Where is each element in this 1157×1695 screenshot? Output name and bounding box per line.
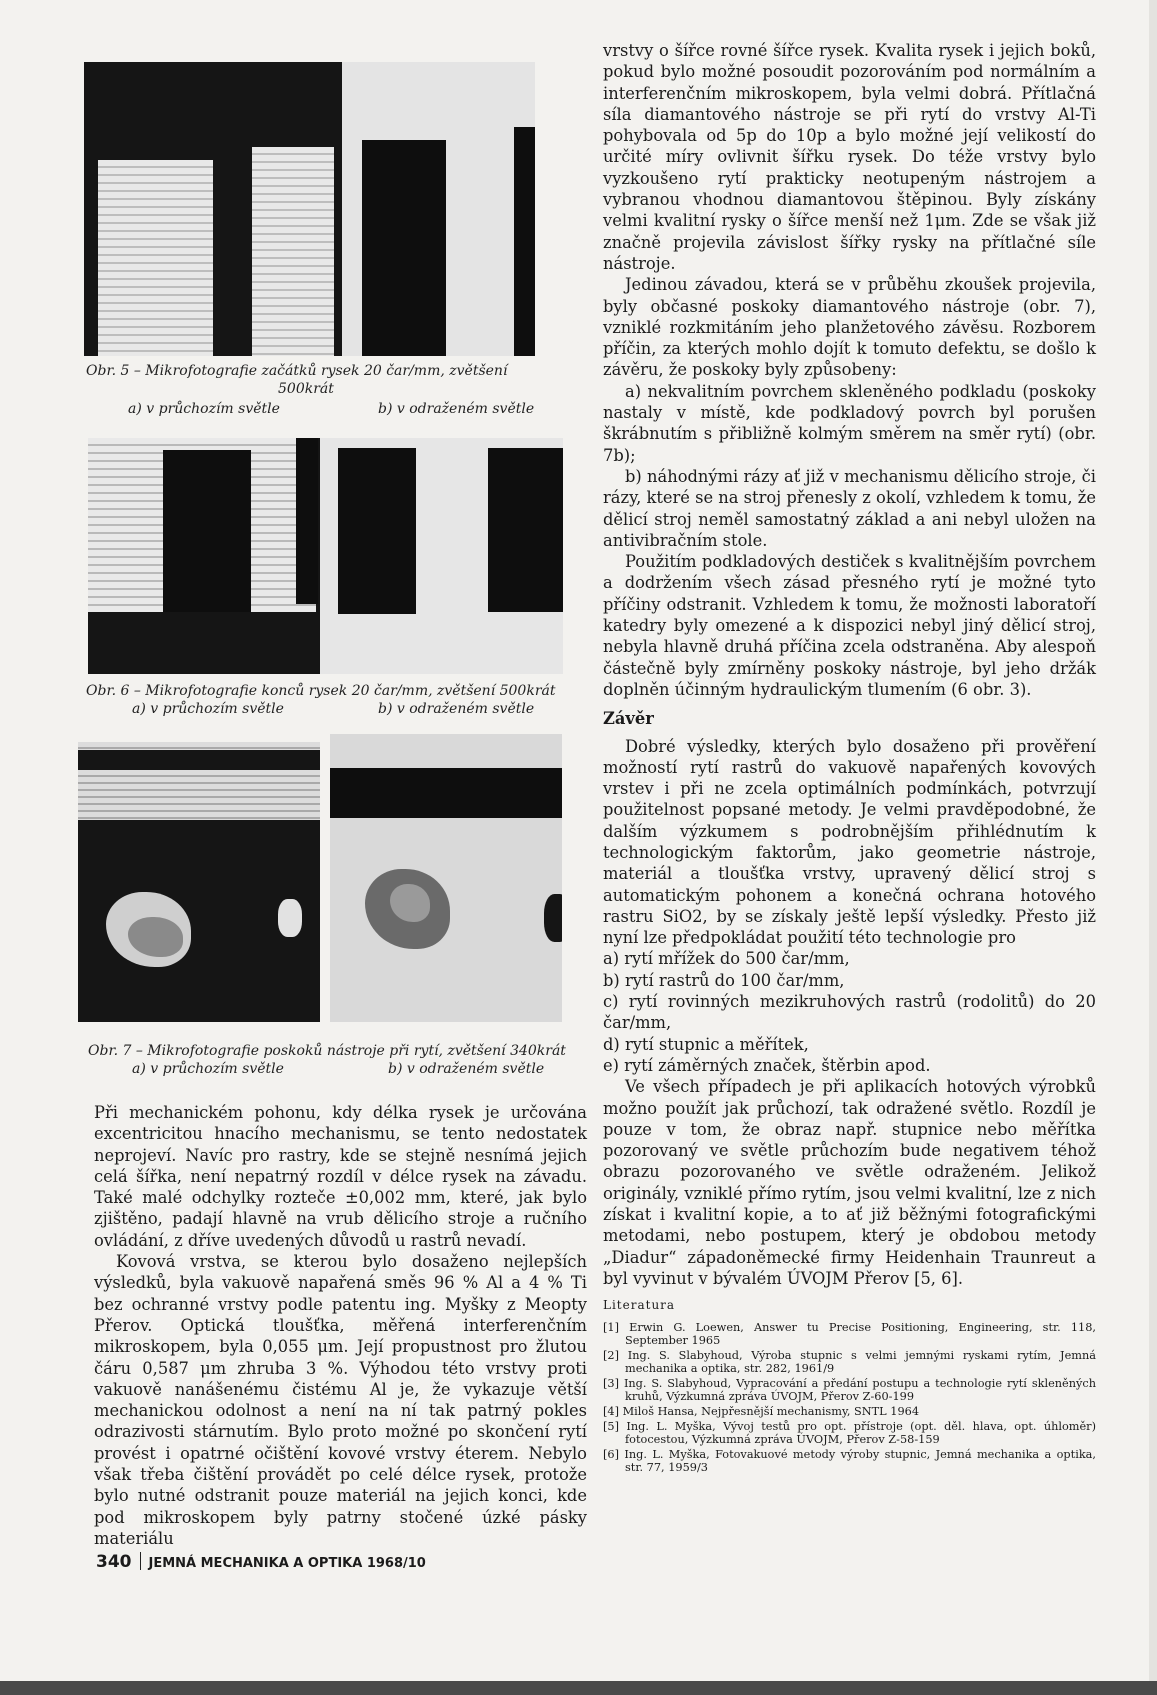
reference-item: [5] Ing. L. Myška, Vývoj testů pro opt. přístroje (opt. děl. hlava, opt. úhloměr) fotocestou, Výzkumná zpráva ÚVOJM, Přerov Z-58-159 xyxy=(603,1419,1096,1447)
literature-title: Literatura xyxy=(603,1298,676,1313)
right-paragraph-2: Jedinou závadou, která se v průběhu zkoušek projevila, byly občasné poskoky diamantového nástroje (obr. 7), vzniklé rozkmitáním jeho planžetového závěsu. Rozborem příčin, za kterých mohlo dojít k tomuto defektu, se došlo k závěru, že poskoky byly způsobeny: xyxy=(603,275,1096,380)
footer-divider xyxy=(140,1552,141,1570)
reference-item: [3] Ing. S. Slabyhoud, Vypracování a předání postupu a technologie rytí skleněných kruhů, Výzkumná zpráva ÚVOJM, Přerov Z-60-199 xyxy=(603,1376,1096,1404)
reference-item: [2] Ing. S. Slabyhoud, Výroba stupnic s velmi jemnými ryskami rytím, Jemná mechanika a optika, str. 282, 1961/9 xyxy=(603,1348,1096,1376)
reference-item: [4] Miloš Hansa, Nejpřesnější mechanismy, SNTL 1964 xyxy=(603,1405,920,1419)
figure-7a-photo xyxy=(78,742,320,1022)
figure-7-caption: Obr. 7 – Mikrofotografie poskoků nástroje při rytí, zvětšení 340krát xyxy=(88,1043,566,1059)
list-item: a) rytí mřížek do 500 čar/mm, xyxy=(603,949,850,969)
list-item: b) rytí rastrů do 100 čar/mm, xyxy=(603,970,845,990)
page-number: 340 xyxy=(96,1552,132,1572)
figure-5-caption-a: a) v průchozím světle xyxy=(128,401,280,417)
section-heading-zaver: Závěr xyxy=(603,709,654,729)
figure-5-caption-line2: 500krát xyxy=(278,381,334,397)
figure-7-caption-a: a) v průchozím světle xyxy=(132,1061,284,1077)
figure-6-caption-a: a) v průchozím světle xyxy=(132,701,284,717)
figure-6-photo xyxy=(88,438,563,674)
left-column-text xyxy=(94,1102,587,1549)
figure-6-caption-b: b) v odraženém světle xyxy=(378,701,535,717)
figure-7b-photo xyxy=(330,734,562,1022)
right-paragraph-3: Použitím podkladových destiček s kvalitnějším povrchem a dodržením všech zásad přesného rytí je možné tyto příčiny odstranit. Vzhledem k tomu, že možnosti laboratoří katedry byly omezené a k dispozici nebyl jiný dělicí stroj, nebyla hlavně druhá příčina zcela odstraněna. Aby alespoň částečně byly zmírněny poskoky nástroje, byl jeho držák doplněn účinným hydraulickým tlumením (6 obr. 3). xyxy=(603,552,1096,699)
page-edge-bottom xyxy=(0,1681,1157,1695)
right-list-cause-a: a) nekvalitním povrchem skleněného podkladu (poskoky nastaly v místě, kde podkladový povrch byl porušen škrábnutím s přibližně kolmým směrem na směr rytí) (obr. 7b); xyxy=(603,381,1096,465)
figure-5-caption: Obr. 5 – Mikrofotografie začátků rysek 20 čar/mm, zvětšení xyxy=(86,363,508,379)
reference-item: [1] Erwin G. Loewen, Answer tu Precise Positioning, Engineering, str. 118, September 1965 xyxy=(603,1320,1096,1348)
page-footer xyxy=(96,1552,426,1572)
right-list-cause-b: b) náhodnými rázy ať již v mechanismu dělicího stroje, či rázy, které se na stroj přenesly z okolí, vzhledem k tomu, že dělicí stroj neměl samostatný základ a ani nebyl uložen na antivibračním stole. xyxy=(603,466,1096,550)
journal-name: JEMNÁ MECHANIKA A OPTIKA 1968/10 xyxy=(148,1556,426,1571)
right-column-text xyxy=(603,40,1096,1476)
right-paragraph-4: Dobré výsledky, kterých bylo dosaženo při prověření možností rytí rastrů do vakuově napařených kovových vrstev i při ne zcela optimálních podmínkách, potvrzují použitelnost popsané metody. Je velmi pravděpodobné, že dalším výzkumem s podrobnějším přihlédnutím k technologickým faktorům, jako geometrie nástroje, materiál a tloušťka vrstvy, upravený dělicí stroj s automatickým pohonem a konečná ochrana hotového rastru SiO2, by se získaly ještě lepší výsledky. Přesto již nyní lze předpokládat použití této technologie pro xyxy=(603,736,1096,948)
figure-7-caption-b: b) v odraženém světle xyxy=(388,1061,545,1077)
right-paragraph-1: vrstvy o šířce rovné šířce rysek. Kvalita rysek i jejich boků, pokud bylo možné posoudit pozorováním pod normálním a interferenčním mikroskopem, byla velmi dobrá. Přítlačná síla diamantového nástroje se při rytí do vrstvy Al-Ti pohybovala od 5p do 10p a bylo možné její velikostí do určité míry ovlivnit šířku rysek. Do téže vrstvy bylo vyzkoušeno rytí prakticky neotupeným nástrojem a vybranou vhodnou diamantovou štěpinou. Byly získány velmi kvalitní rysky o šířce menší než 1μm. Zde se však již značně projevila závislost šířky rysky na přítlačné síle nástroje. xyxy=(603,41,1096,273)
reference-item: [6] Ing. L. Myška, Fotovakuové metody výroby stupnic, Jemná mechanika a optika, str. 77, 1959/3 xyxy=(603,1447,1096,1475)
list-item: d) rytí stupnic a měřítek, xyxy=(603,1034,809,1054)
page-edge-right xyxy=(1149,0,1157,1695)
list-item: c) rytí rovinných mezikruhových rastrů (rodolitů) do 20 čar/mm, xyxy=(603,992,1096,1033)
left-paragraph-2: Kovová vrstva, se kterou bylo dosaženo nejlepších výsledků, byla vakuově napařená směs 96 % Al a 4 % Ti bez ochranné vrstvy podle patentu ing. Myšky z Meopty Přerov. Optická tloušťka, měřená interferenčním mikroskopem, byla 0,055 μm. Její propustnost pro žlutou čáru 0,587 μm zhruba 3 %. Výhodou této vrstvy proti vakuově nanášenému čistému Al je, že vykazuje větší mechanickou odolnost a není na ní tak patrný pokles odrazivosti stárnutím. Bylo proto možné po skončení rytí provést i opatrné očištění kovové vrstvy éterem. Nebylo však třeba čištění provádět po celé délce rysek, protože bylo nutné odstranit pouze materiál na jejich konci, kde pod mikroskopem byly patrny stočené úzké pásky materiálu xyxy=(94,1252,587,1548)
right-paragraph-5: Ve všech případech je při aplikacích hotových výrobků možno použít jak průchozí, tak odražené světlo. Rozdíl je pouze v tom, že obraz např. stupnice nebo měřítka pozorovaný ve světle průchozím bude negativem téhož obrazu pozorovaného ve světle odraženém. Jelikož originály, vzniklé přímo rytím, jsou velmi kvalitní, lze z nich získat i kvalitní kopie, a to ať již běžnými fotografickými metodami, nebo postupem, který je obdobou metody „Diadur“ západoněmecké firmy Heidenhain Traunreut a byl vyvinut v bývalém ÚVOJM Přerov [5, 6]. xyxy=(603,1077,1096,1288)
left-paragraph-1: Při mechanickém pohonu, kdy délka rysek je určována excentricitou hnacího mechanismu, se tento nedostatek neprojeví. Navíc pro rastry, kde se stejně nesnímá jejich celá šířka, není nepatrný rozdíl v délce rysek na závadu. Také malé odchylky rozteče ±0,002 mm, které, jak bylo zjištěno, padají hlavně na vrub dělicího stroje a ručního ovládání, z dříve uvedených důvodů u rastrů nevadí. xyxy=(94,1103,587,1250)
figure-6-caption: Obr. 6 – Mikrofotografie konců rysek 20 čar/mm, zvětšení 500krát xyxy=(86,683,556,699)
figure-5-caption-b: b) v odraženém světle xyxy=(378,401,535,417)
figure-5-photo xyxy=(84,62,535,356)
list-item: e) rytí záměrných značek, štěrbin apod. xyxy=(603,1055,931,1075)
